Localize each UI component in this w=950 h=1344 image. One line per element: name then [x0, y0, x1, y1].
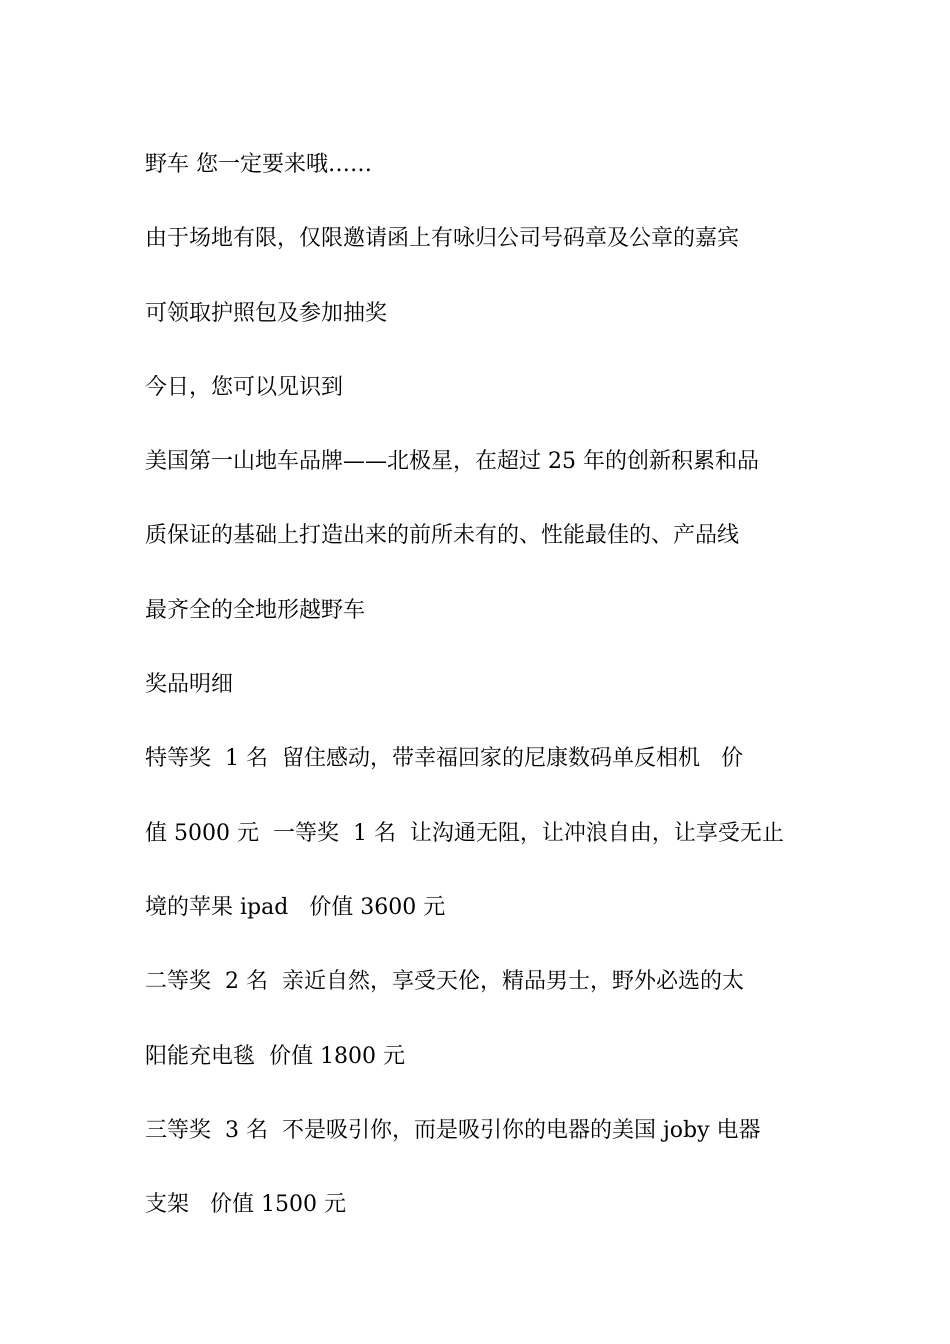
document-body	[145, 128, 815, 1242]
prize-heading: 奖品明细	[145, 672, 234, 698]
line-venue-limit: 由于场地有限，仅限邀请函上有咏归公司号码章及公章的嘉宾	[145, 226, 740, 252]
line-first-prize: 值 5000 元 一等奖 1 名 让沟通无阻，让冲浪自由，让享受无止	[145, 820, 784, 846]
line-grand-prize: 特等奖 1 名 留住感动，带幸福回家的尼康数码单反相机 价	[145, 746, 743, 772]
line-second-prize-cont: 阳能充电毯 价值 1800 元	[145, 1043, 405, 1069]
line-brand-intro-3: 最齐全的全地形越野车	[145, 597, 366, 623]
line-invite-closing: 野车 您一定要来哦……	[145, 152, 372, 177]
line-today-intro: 今日，您可以见识到	[145, 374, 344, 400]
line-brand-intro-2: 质保证的基础上打造出来的前所未有的、性能最佳的、产品线	[145, 523, 740, 549]
line-first-prize-cont: 境的苹果 ipad 价值 3600 元	[145, 894, 446, 920]
line-third-prize-cont: 支架 价值 1500 元	[145, 1192, 346, 1218]
line-passport-bag: 可领取护照包及参加抽奖	[145, 300, 388, 326]
line-second-prize: 二等奖 2 名 亲近自然，享受天伦，精品男士，野外必选的太	[145, 969, 744, 995]
line-brand-intro-1: 美国第一山地车品牌——北极星，在超过 25 年的创新积累和品	[145, 449, 759, 475]
line-third-prize: 三等奖 3 名 不是吸引你，而是吸引你的电器的美国 joby 电器	[145, 1117, 761, 1143]
